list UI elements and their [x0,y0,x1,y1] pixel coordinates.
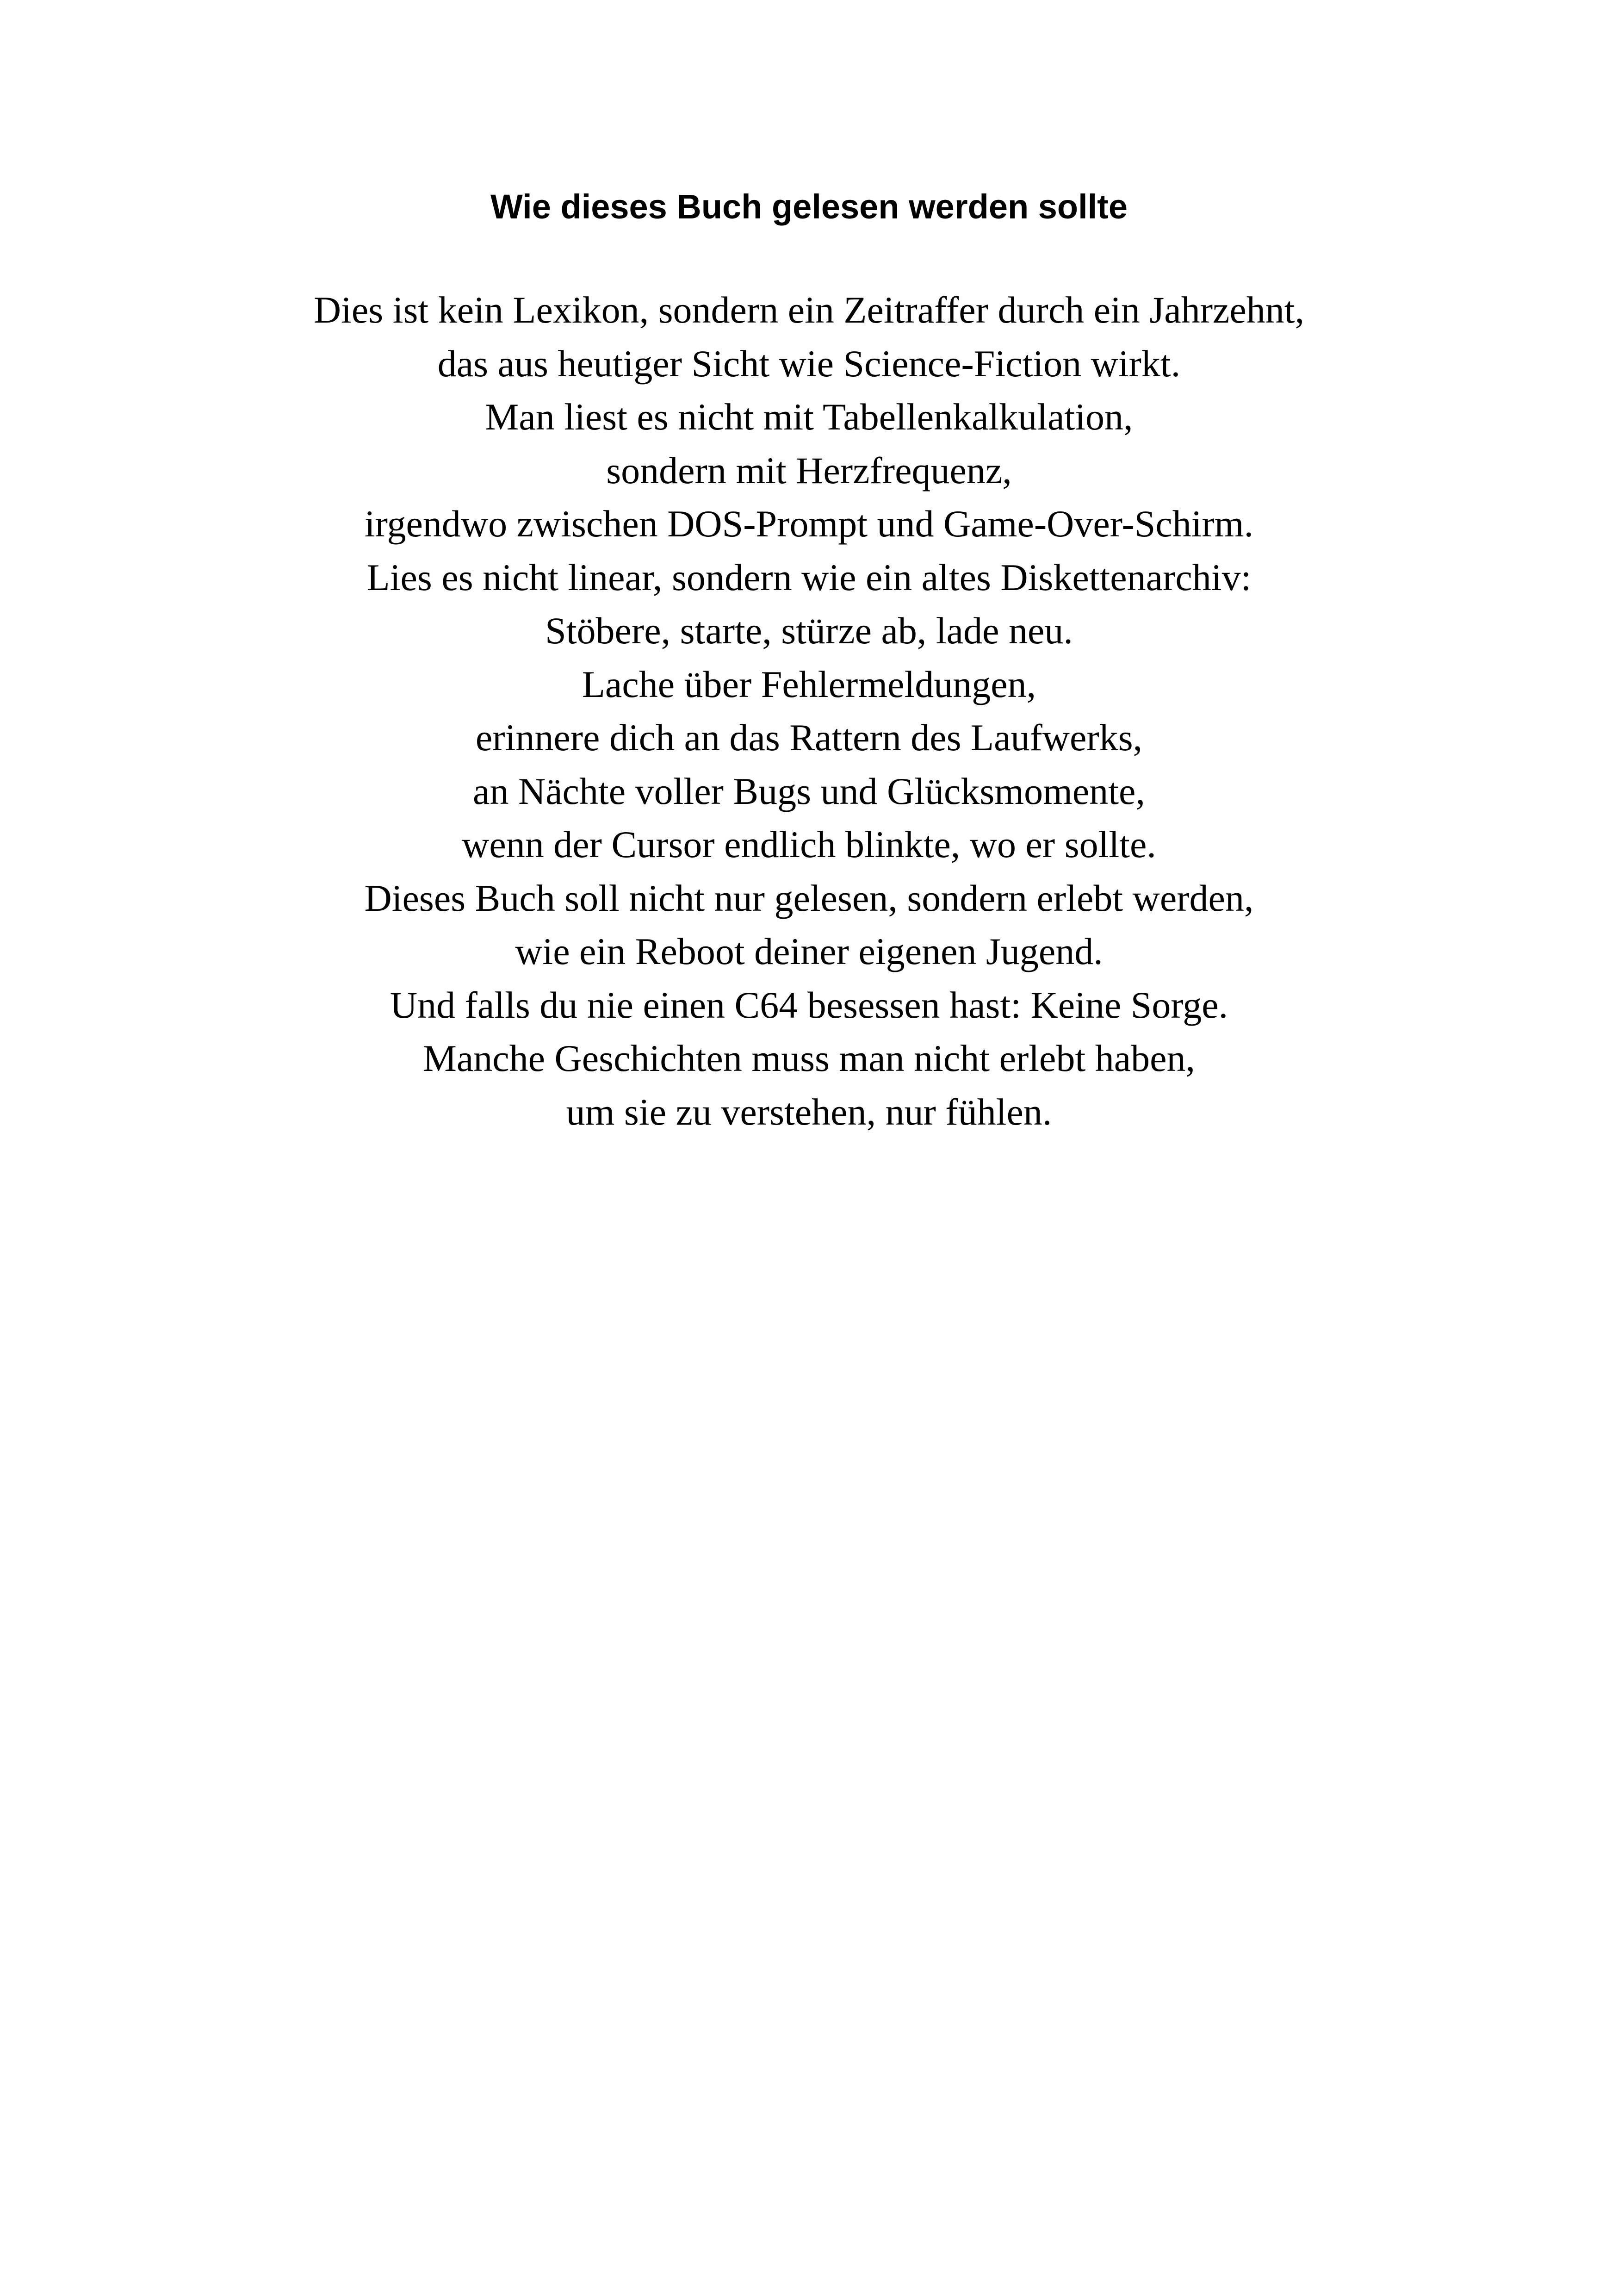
text-line: Manche Geschichten muss man nicht erlebt haben, [422,1037,1196,1079]
text-line: Lies es nicht linear, sondern wie ein altes Diskettenarchiv: [366,556,1252,598]
text-line: an Nächte voller Bugs und Glücksmomente, [473,770,1145,812]
text-line: Und falls du nie einen C64 besessen hast: Keine Sorge. [390,983,1228,1026]
body-text [93,283,1525,1139]
text-line: erinnere dich an das Rattern des Laufwerks, [475,716,1143,759]
text-line: Lache über Fehlermeldungen, [582,663,1036,705]
text-line: sondern mit Herzfrequenz, [606,449,1012,492]
text-line: wenn der Cursor endlich blinkte, wo er sollte. [462,823,1156,865]
text-line: Dieses Buch soll nicht nur gelesen, sondern erlebt werden, [364,877,1254,919]
text-line: wie ein Reboot deiner eigenen Jugend. [515,930,1103,972]
page-title: Wie dieses Buch gelesen werden sollte [490,187,1128,226]
text-line: Man liest es nicht mit Tabellenkalkulation, [485,396,1133,438]
text-line: das aus heutiger Sicht wie Science-Fiction wirkt. [437,342,1181,385]
text-line: um sie zu verstehen, nur fühlen. [566,1090,1052,1133]
text-line: Stöbere, starte, stürze ab, lade neu. [545,610,1073,652]
text-line: Dies ist kein Lexikon, sondern ein Zeitraffer durch ein Jahrzehnt, [313,289,1305,331]
text-line: irgendwo zwischen DOS-Prompt und Game-Over-Schirm. [364,503,1254,545]
